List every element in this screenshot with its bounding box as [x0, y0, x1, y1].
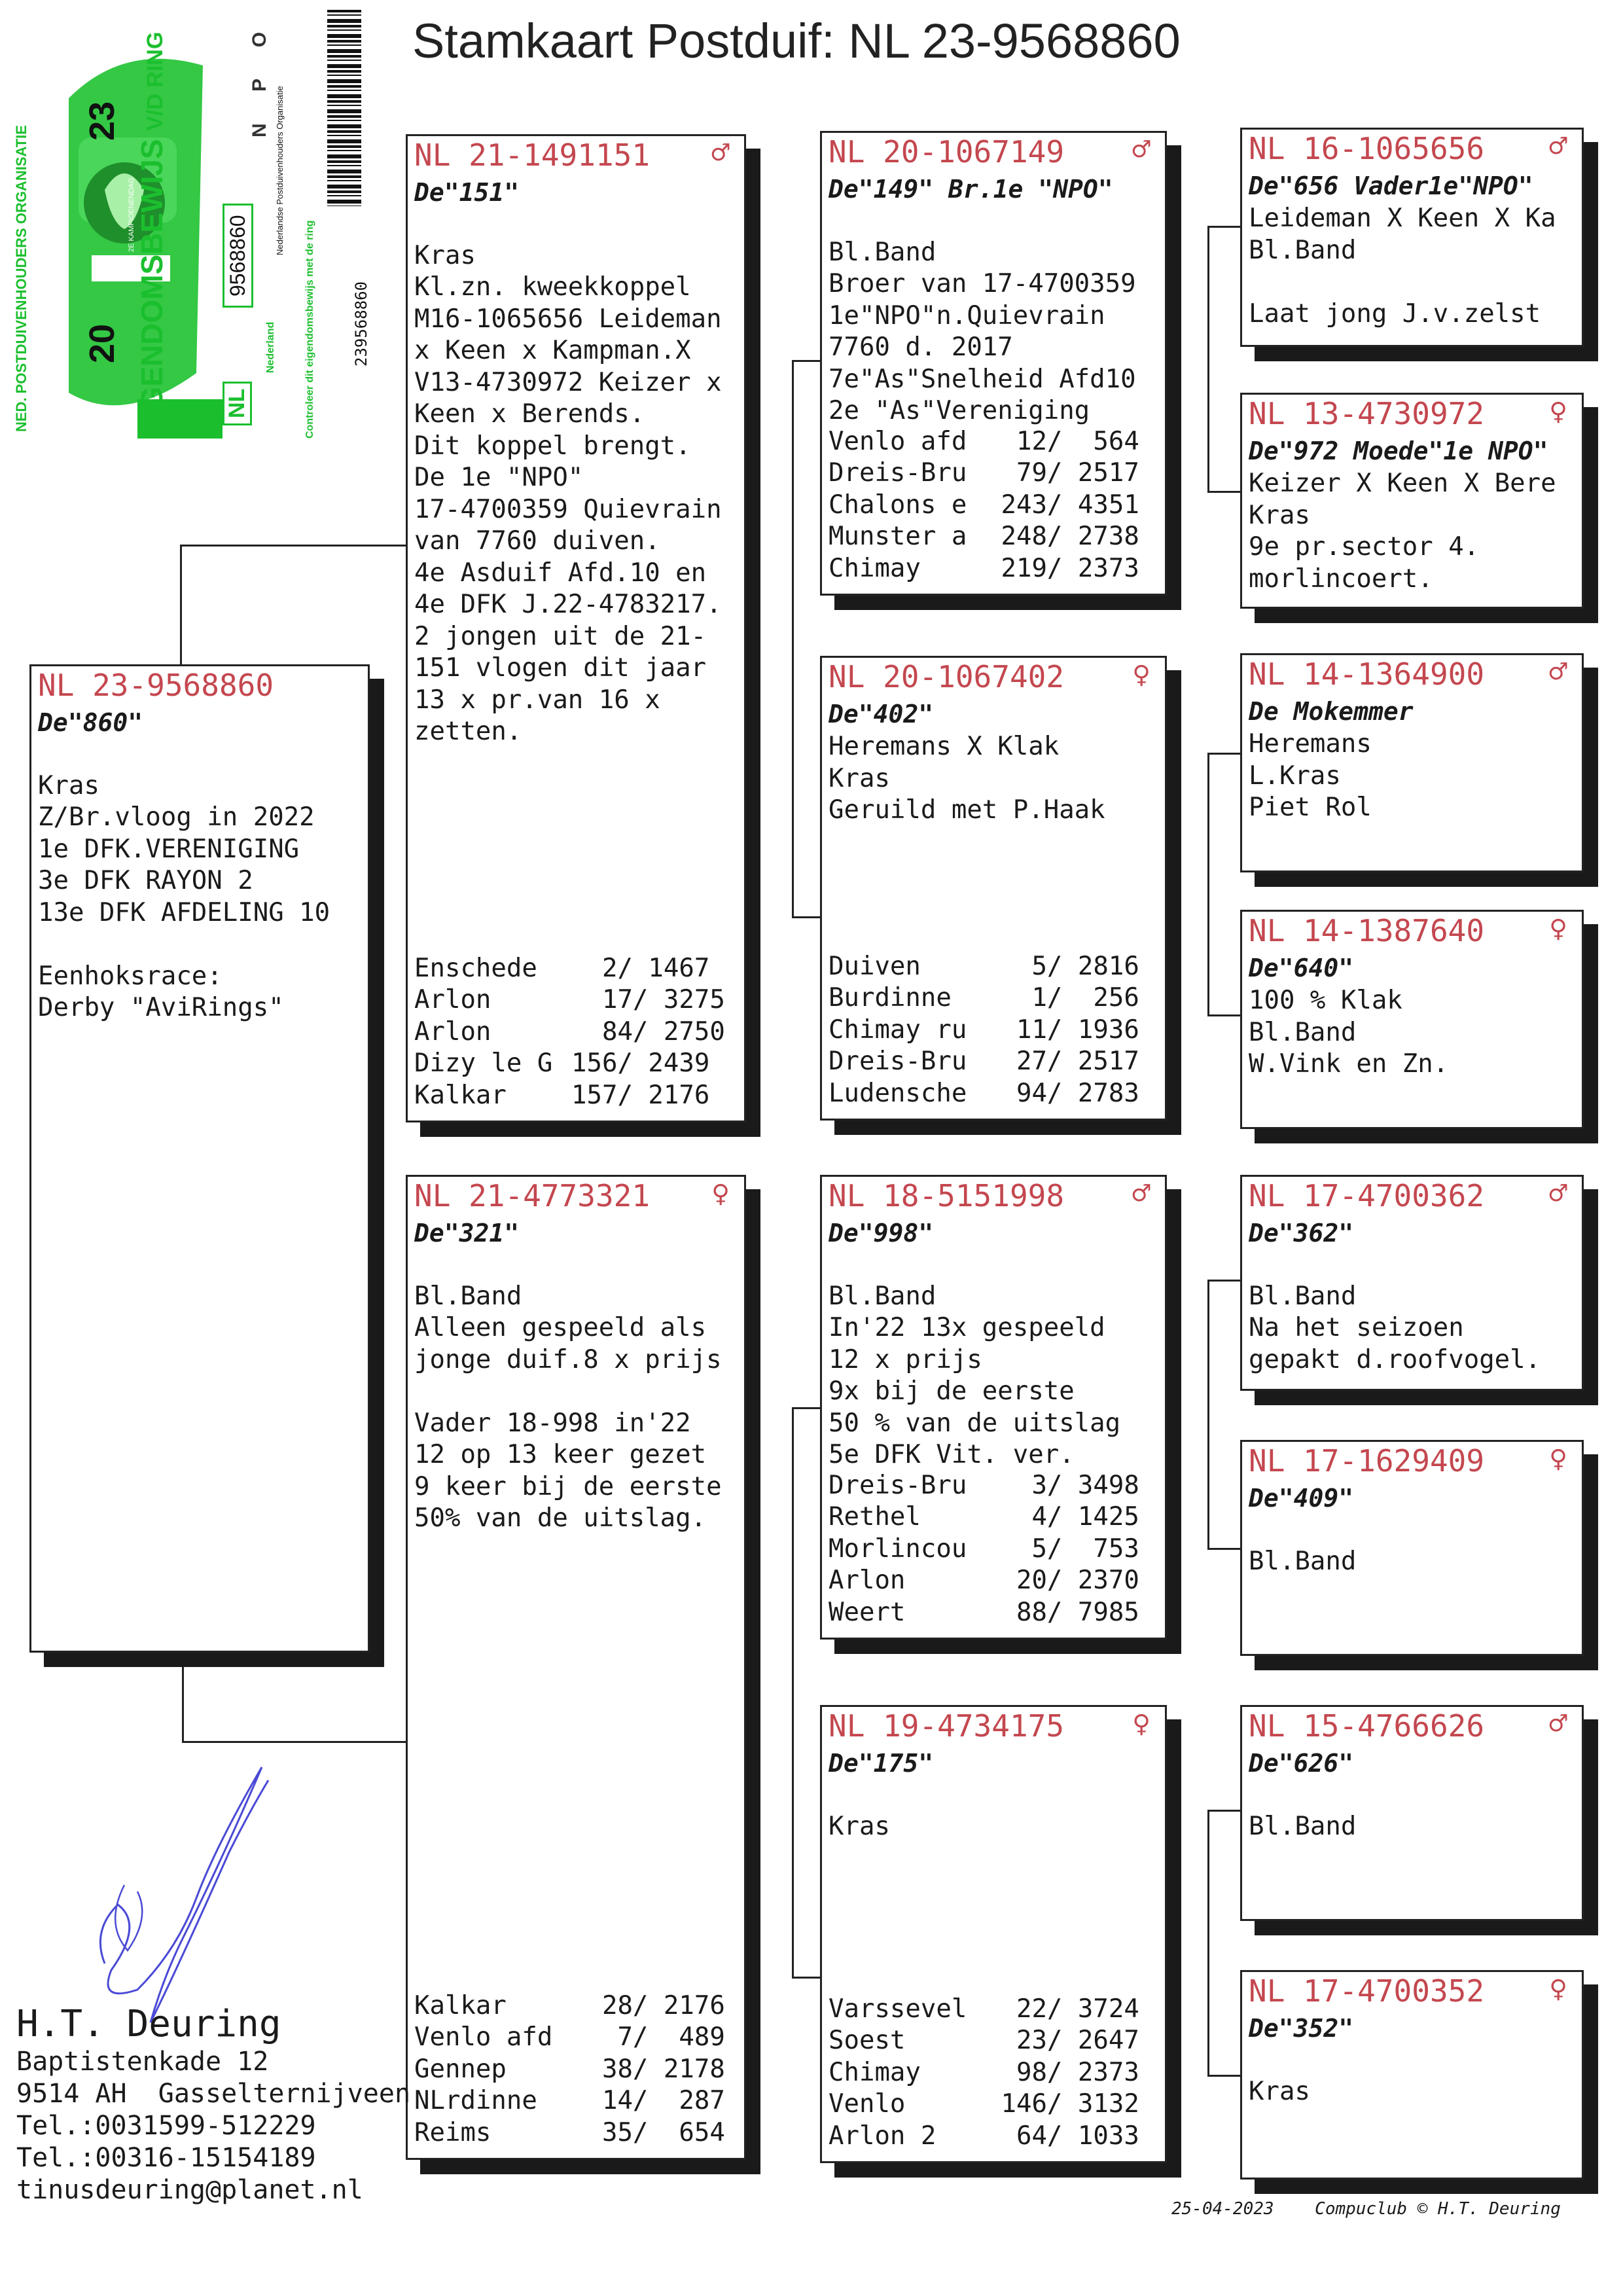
ring-number: NL 14-1387640: [1249, 913, 1485, 948]
race-placing: 2/ 1467: [571, 953, 710, 983]
race-placing: 5/ 2816: [986, 951, 1139, 981]
race-result-row: [829, 1597, 1260, 1629]
race-location: Dizy le G: [414, 1049, 553, 1078]
pigeon-name: De Mokemmer: [1249, 697, 1414, 726]
race-result-row: [414, 953, 846, 985]
race-location: Kalkar: [414, 1990, 507, 2020]
connector-father-vertical: [792, 360, 794, 916]
race-result-row: [414, 984, 846, 1016]
race-result-row: [414, 2054, 846, 2086]
race-location: Rethel: [829, 1502, 921, 1532]
race-location: Venlo afd: [829, 426, 967, 456]
race-location: Morlincou: [829, 1534, 967, 1564]
pigeon-card-mmf: [1240, 1705, 1584, 1921]
race-result-row: [829, 490, 1260, 522]
race-placing: 3/ 3498: [986, 1470, 1139, 1500]
female-symbol-icon: ♀: [1549, 1441, 1567, 1476]
pigeon-card-mmm: [1240, 1970, 1584, 2179]
year-left: 20: [82, 323, 122, 363]
race-placing: 7/ 489: [571, 2022, 725, 2052]
pigeon-description: Kras: [829, 1811, 890, 1841]
race-result-row: [829, 1470, 1260, 1502]
certificate-label: [134, 32, 169, 439]
ring-number: NL 21-1491151: [414, 137, 651, 173]
race-location: Munster a: [829, 522, 967, 551]
connector-father-to-fm: [792, 916, 823, 918]
race-location: Duiven: [829, 951, 921, 981]
race-result-row: [829, 426, 1260, 458]
race-location: Dreis-Bru: [829, 1470, 967, 1500]
year-right: 23: [82, 101, 122, 141]
male-symbol-icon: ♂: [1132, 1175, 1150, 1211]
pigeon-card-father: [406, 134, 746, 1122]
page-title: Stamkaart Postduif: NL 23-9568860: [412, 14, 1181, 68]
pigeon-description: 100 % Klak Bl.Band W.Vink en Zn.: [1249, 986, 1449, 1079]
pigeon-description: Bl.Band: [1249, 1546, 1357, 1576]
race-location: Arlon: [414, 985, 491, 1014]
race-placing: 28/ 2176: [571, 1990, 725, 2020]
race-result-row: [829, 2057, 1260, 2089]
race-placing: 35/ 654: [571, 2117, 725, 2147]
breeder-info: [16, 2003, 410, 2206]
ring-number: NL 23-9568860: [38, 668, 274, 703]
footer-credit: Compuclub © H.T. Deuring: [1315, 2199, 1561, 2219]
ring-number: NL 16-1065656: [1249, 131, 1485, 166]
race-results: [829, 426, 1260, 585]
pigeon-card-main: [29, 664, 370, 1653]
pigeon-description: Bl.Band: [1249, 1811, 1357, 1841]
female-symbol-icon: ♀: [1549, 1971, 1567, 2006]
race-placing: 94/ 2783: [986, 1078, 1139, 1108]
race-placing: 98/ 2373: [986, 2057, 1139, 2087]
pigeon-description: Bl.Band Na het seizoen gepakt d.roofvogel.: [1249, 1281, 1541, 1374]
ring-number: NL 15-4766626: [1249, 1708, 1485, 1744]
pigeon-card-mother-mother: [820, 1705, 1167, 2163]
race-placing: 20/ 2370: [986, 1566, 1139, 1595]
race-result-row: [414, 1016, 846, 1049]
connector-mm-to-mmf: [1207, 1810, 1241, 1812]
race-location: Venlo: [829, 2089, 906, 2119]
male-symbol-icon: ♂: [1549, 1706, 1567, 1741]
race-result-row: [829, 2089, 1260, 2121]
connector-main-to-father: [180, 545, 406, 547]
race-location: Burdinne: [829, 983, 952, 1013]
race-location: Chimay: [829, 553, 921, 583]
race-result-row: [829, 951, 1260, 983]
pigeon-name: De"656 Vader1e"NPO": [1249, 171, 1533, 200]
ring-number: NL 14-1364900: [1249, 656, 1485, 692]
race-result-row: [829, 2025, 1260, 2057]
race-results: [829, 1994, 1260, 2153]
race-location: Ludensche: [829, 1078, 967, 1108]
race-result-row: [829, 1078, 1260, 1110]
race-location: NLrdinne: [414, 2086, 537, 2115]
pigeon-name: De"402": [829, 700, 934, 728]
pigeon-card-mother: [406, 1175, 746, 2160]
race-result-row: [414, 2085, 846, 2117]
pigeon-name: De"362": [1249, 1219, 1354, 1247]
race-location: Dreis-Bru: [829, 458, 967, 488]
race-location: Chimay ru: [829, 1014, 967, 1045]
ring-number: NL 21-4773321: [414, 1178, 651, 1213]
country-name: Nederland: [265, 321, 276, 373]
race-placing: 219/ 2373: [986, 553, 1139, 583]
certificate-label-main: EIGENDOMSBEWIJS: [135, 139, 169, 439]
breeder-phone-2: Tel.:00316-15154189: [16, 2143, 316, 2173]
race-placing: 146/ 3132: [986, 2089, 1139, 2119]
male-symbol-icon: ♂: [1549, 654, 1567, 689]
race-result-row: [829, 982, 1260, 1014]
pigeon-name: De"352": [1249, 2014, 1354, 2043]
race-results: [414, 1990, 846, 2149]
female-symbol-icon: ♀: [1132, 1706, 1150, 1741]
pigeon-name: De"626": [1249, 1749, 1354, 1778]
race-result-row: [829, 1534, 1260, 1566]
connector-main-vertical-lower: [182, 1662, 184, 1741]
ring-number: NL 20-1067149: [829, 134, 1065, 170]
ring-number: NL 20-1067402: [829, 659, 1065, 694]
barcode-number: 239568860: [352, 281, 370, 367]
ring-country-box: NL: [223, 382, 252, 425]
male-symbol-icon: ♂: [711, 135, 730, 170]
race-placing: 1/ 256: [986, 983, 1139, 1013]
breeder-city: 9514 AH Gasselternijveen: [16, 2079, 411, 2109]
pigeon-description: Heremans X Klak Kras Geruild met P.Haak: [829, 732, 1105, 825]
pigeon-description: Bl.Band In'22 13x gespeeld 12 x prijs 9x bij de eerste 50 % van de uitslag 5e DFK Vit. ver.: [829, 1281, 1121, 1469]
race-location: Reims: [414, 2117, 491, 2147]
connector-father-to-ff: [792, 360, 823, 362]
race-location: Arlon: [414, 1016, 491, 1047]
male-symbol-icon: ♂: [1132, 132, 1150, 167]
connector-main-to-mother: [182, 1741, 406, 1743]
footer: [1171, 2199, 1561, 2219]
ring-number: NL 17-1629409: [1249, 1443, 1485, 1479]
ring-number: NL 19-4734175: [829, 1708, 1065, 1744]
certificate-label-sub: V/D RING: [143, 31, 168, 131]
race-result-row: [414, 1048, 846, 1080]
breeder-name: H.T. Deuring: [16, 2003, 281, 2045]
logo-ribbon-text: 2E KAMPIOENENDAG: [128, 177, 135, 252]
pigeon-card-mfm: [1240, 1440, 1584, 1656]
race-results: [414, 953, 846, 1112]
male-symbol-icon: ♂: [1549, 1175, 1567, 1211]
race-location: Chalons e: [829, 490, 967, 520]
footer-date: 25-04-2023: [1171, 2199, 1274, 2219]
pigeon-name: De"998": [829, 1219, 934, 1247]
race-placing: 11/ 1936: [986, 1014, 1139, 1045]
organisation-name: NED. POSTDUIVENHOUDERS ORGANISATIE: [13, 125, 29, 432]
race-location: Chimay: [829, 2057, 921, 2087]
race-placing: 5/ 753: [986, 1534, 1139, 1564]
female-symbol-icon: ♀: [1132, 656, 1150, 692]
pigeon-description: Heremans L.Kras Piet Rol: [1249, 729, 1372, 822]
race-result-row: [829, 1014, 1260, 1047]
race-result-row: [829, 457, 1260, 490]
race-placing: 4/ 1425: [986, 1502, 1139, 1532]
race-result-row: [414, 2022, 846, 2054]
pigeon-description: Kras Kl.zn. kweekkoppel M16-1065656 Leideman x Keen x Kampman.X V13-4730972 Keizer x Keen x Berends. Dit koppel brengt. De 1e "NPO" 17-4700359 Quievrain van 7760 duiven. 4e Asduif Afd.10 en 4e DFK J.22-4783217. 2 jongen uit de 21- 151 vlogen dit jaar 13 x pr.van 16 x zetten.: [414, 240, 722, 746]
race-location: Soest: [829, 2026, 906, 2055]
ring-number: NL 18-5151998: [829, 1178, 1065, 1213]
race-result-row: [414, 2117, 846, 2149]
ring-ownership-certificate: [7, 7, 373, 445]
ring-number-box: 9568860: [223, 204, 253, 308]
connector-fm-to-fmf: [1207, 753, 1241, 755]
race-placing: 84/ 2750: [571, 1016, 725, 1047]
connector-mother-to-mm: [792, 1977, 823, 1979]
pigeon-card-fmf: [1240, 653, 1584, 872]
pigeon-card-father-mother: [820, 656, 1167, 1121]
pigeon-card-fff: [1240, 128, 1584, 347]
ring-number: NL 13-4730972: [1249, 396, 1485, 431]
race-result-row: [829, 1501, 1260, 1534]
female-symbol-icon: ♀: [711, 1175, 730, 1211]
race-placing: 243/ 4351: [986, 490, 1139, 520]
race-result-row: [829, 553, 1260, 585]
connector-main-vertical: [180, 545, 182, 666]
race-location: Enschede: [414, 953, 537, 983]
race-result-row: [414, 1080, 846, 1112]
race-results: [829, 951, 1260, 1110]
race-results: [829, 1470, 1260, 1629]
pigeon-name: De"409": [1249, 1484, 1354, 1513]
ring-number: NL 17-4700352: [1249, 1973, 1485, 2009]
breeder-phone-1: Tel.:0031599-512229: [16, 2111, 316, 2141]
pigeon-card-ffm: [1240, 393, 1584, 609]
pigeon-description: Kras Z/Br.vloog in 2022 1e DFK.VERENIGING 3e DFK RAYON 2 13e DFK AFDELING 10 Eenhoksrace: Derby "AviRings": [38, 770, 330, 1022]
race-result-row: [829, 1994, 1260, 2026]
connector-mother-vertical: [792, 1407, 794, 1977]
pigeon-name: De"321": [414, 1219, 520, 1247]
race-location: Arlon: [829, 1566, 906, 1595]
connector-mf-to-mff: [1207, 1280, 1241, 1282]
race-location: Arlon 2: [829, 2121, 936, 2151]
race-placing: 12/ 564: [986, 426, 1139, 456]
race-result-row: [829, 521, 1260, 553]
race-placing: 38/ 2178: [571, 2054, 725, 2084]
breeder-address: Baptistenkade 12: [16, 2047, 269, 2077]
connector-ff-to-fff: [1207, 226, 1241, 228]
barcode: [327, 10, 361, 206]
pigeon-description: Bl.Band Alleen gespeeld als jonge duif.8 x prijs Vader 18-998 in'22 12 op 13 keer gezet 9 keer bij de eerste 50% van de uitslag.: [414, 1281, 722, 1533]
pigeon-description: Keizer X Keen X Bere Kras 9e pr.sector 4. morlincoert.: [1249, 469, 1556, 594]
pigeon-name: De"640": [1249, 954, 1354, 982]
race-location: Kalkar: [414, 1080, 507, 1110]
pigeon-name: De"972 Moede"1e NPO": [1249, 437, 1548, 465]
race-placing: 17/ 3275: [571, 985, 725, 1014]
race-placing: 14/ 287: [571, 2086, 725, 2115]
race-location: Venlo afd: [414, 2022, 553, 2052]
race-placing: 27/ 2517: [986, 1047, 1139, 1076]
npo-full-name: Nederlandse Postduivenhouders Organisatie: [275, 86, 285, 255]
female-symbol-icon: ♀: [1549, 910, 1567, 946]
pigeon-description: Kras: [1249, 2076, 1310, 2106]
race-result-row: [829, 2121, 1260, 2153]
pigeon-card-mother-father: [820, 1175, 1167, 1640]
race-result-row: [829, 1046, 1260, 1078]
race-location: Varssevel: [829, 1994, 967, 2024]
race-result-row: [414, 1990, 846, 2022]
pigeon-card-mff: [1240, 1175, 1584, 1391]
pigeon-name: De"175": [829, 1749, 934, 1778]
pigeon-description: Bl.Band Broer van 17-4700359 1e"NPO"n.Quievrain 7760 d. 2017 7e"As"Snelheid Afd10 2e "As"Vereniging: [829, 237, 1136, 425]
pigeon-card-father-father: [820, 131, 1167, 596]
pigeon-name: De"149" Br.1e "NPO": [829, 175, 1113, 204]
control-text: Controleer dit eigendomsbewijs met de ring: [304, 220, 315, 439]
race-placing: 157/ 2176: [571, 1080, 710, 1110]
race-location: Weert: [829, 1597, 906, 1627]
race-placing: 22/ 3724: [986, 1994, 1139, 2024]
male-symbol-icon: ♂: [1549, 128, 1567, 164]
race-placing: 64/ 1033: [986, 2121, 1139, 2151]
npo-letters: N P O: [249, 18, 270, 137]
race-placing: 79/ 2517: [986, 458, 1139, 488]
breeder-email: tinusdeuring@planet.nl: [16, 2175, 363, 2205]
race-placing: 88/ 7985: [986, 1597, 1139, 1627]
race-location: Gennep: [414, 2054, 507, 2084]
pigeon-description: Leideman X Keen X Ka Bl.Band Laat jong J.v.zelst: [1249, 204, 1556, 329]
race-placing: 23/ 2647: [986, 2026, 1139, 2055]
female-symbol-icon: ♀: [1549, 393, 1567, 429]
connector-mother-to-mf: [792, 1407, 823, 1409]
race-result-row: [829, 1565, 1260, 1597]
race-location: Dreis-Bru: [829, 1047, 967, 1076]
race-placing: 156/ 2439: [571, 1049, 710, 1078]
ring-number: NL 17-4700362: [1249, 1178, 1485, 1213]
pigeon-name: De"151": [414, 178, 520, 207]
ring-certificate-graphic: [7, 7, 373, 445]
race-placing: 248/ 2738: [986, 522, 1139, 551]
pigeon-card-fmm: [1240, 910, 1584, 1129]
pigeon-name: De"860": [38, 708, 143, 737]
